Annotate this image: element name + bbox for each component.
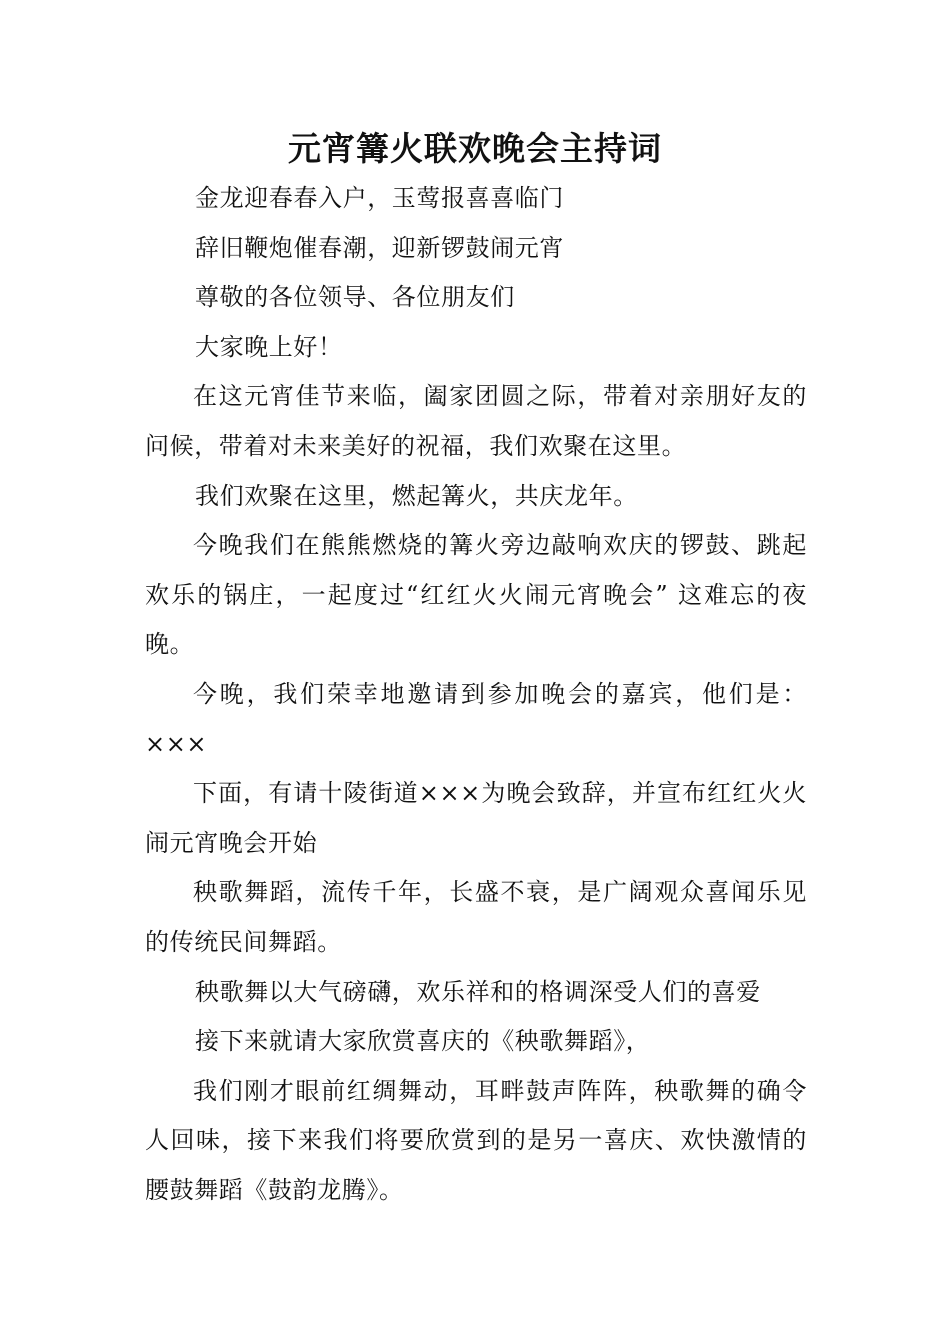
paragraph: 我们欢聚在这里，燃起篝火，共庆龙年。 — [195, 481, 638, 510]
paragraph: 尊敬的各位领导、各位朋友们 — [195, 283, 515, 312]
paragraph: 接下来就请大家欣赏喜庆的《秧歌舞蹈》， — [195, 1027, 651, 1056]
paragraph: 下面，有请十陵街道×××为晚会致辞，并宣布红红火火闹元宵晚会开始 — [145, 779, 807, 857]
paragraph: 秧歌舞以大气磅礴，欢乐祥和的格调深受人们的喜爱 — [195, 977, 761, 1006]
paragraph: 今晚我们在熊熊燃烧的篝火旁边敲响欢庆的锣鼓、跳起欢乐的锅庄，一起度过“红红火火闹元宵晚会” 这难忘的夜晚。 — [145, 531, 807, 659]
paragraph: 在这元宵佳节来临，阖家团圆之际，带着对亲朋好友的问候，带着对未来美好的祝福，我们欢聚在这里。 — [145, 382, 807, 460]
paragraph: 金龙迎春春入户，玉莺报喜喜临门 — [195, 184, 564, 212]
document-body — [145, 174, 807, 1215]
paragraph: 今晚，我们荣幸地邀请到参加晚会的嘉宾，他们是：××× — [145, 679, 807, 758]
paragraph: 辞旧鞭炮催春潮，迎新锣鼓闹元宵 — [195, 233, 564, 262]
paragraph: 我们刚才眼前红绸舞动，耳畔鼓声阵阵，秧歌舞的确令人回味，接下来我们将要欣赏到的是另一喜庆、欢快激情的腰鼓舞蹈《鼓韵龙腾》。 — [145, 1076, 807, 1204]
paragraph: 大家晚上好！ — [195, 332, 343, 361]
document-title: 元宵篝火联欢晚会主持词 — [288, 129, 662, 168]
paragraph: 秧歌舞蹈，流传千年，长盛不衰，是广阔观众喜闻乐见的传统民间舞蹈。 — [145, 878, 807, 956]
